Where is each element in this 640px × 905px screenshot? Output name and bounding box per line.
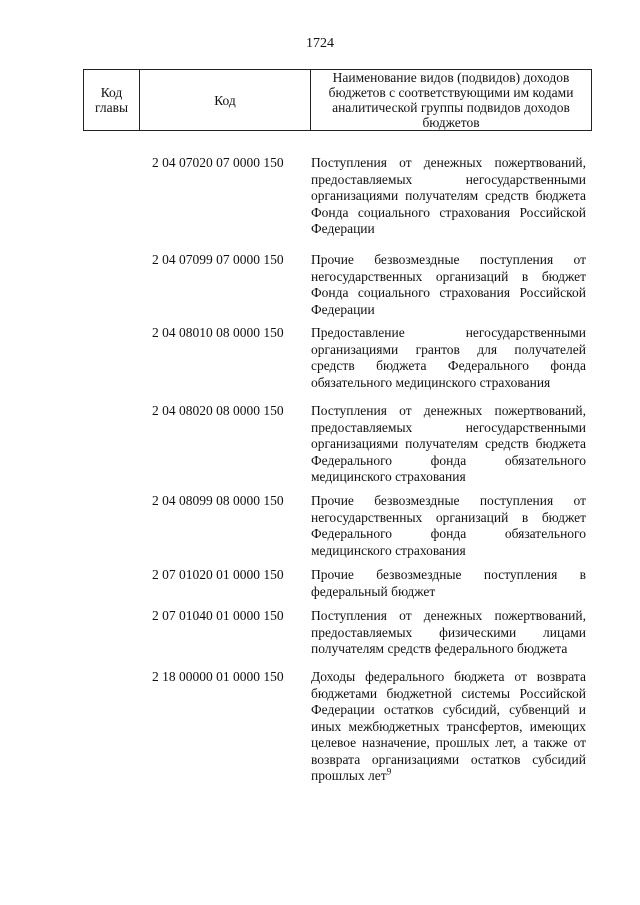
row-description: Прочие безвозмездные поступления от негосударственных организаций в бюджет Федерального фонда обязательного медицинского страхования [311,493,586,558]
row-code: 2 07 01040 01 0000 150 [152,608,284,623]
row-description-text: Доходы федерального бюджета от возврата бюджетами бюджетной системы Российской Федерации остатков субсидий, субвенций и иных межбюджетных трансфертов, имеющих целевое назначение, прошлых лет, а также от возврата организациями остатков субсидий прошлых лет [311,669,586,783]
row-code: 2 18 00000 01 0000 150 [152,669,284,684]
row-code: 2 04 08099 08 0000 150 [152,493,284,508]
row-description: Прочие безвозмездные поступления от негосударственных организаций в бюджет Фонда социального страхования Российской Федерации [311,252,586,317]
footnote-mark: 9 [386,766,392,777]
row-description [311,669,586,785]
row-description: Прочие безвозмездные поступления в федеральный бюджет [311,567,586,599]
row-code: 2 04 07020 07 0000 150 [152,155,284,170]
row-code: 2 07 01020 01 0000 150 [152,567,284,582]
row-description: Поступления от денежных пожертвований, предоставляемых негосударственными организациями получателям средств бюджета Федерального фонда обязательного медицинского страхования [311,403,586,484]
header-code: Код [140,70,311,131]
row-description: Поступления от денежных пожертвований, предоставляемых негосударственными организациями получателям средств бюджета Фонда социального страхования Российской Федерации [311,155,586,236]
row-code: 2 04 08010 08 0000 150 [152,325,284,340]
header-name: Наименование видов (подвидов) доходов бюджетов с соответствующими им кодами аналитической группы подвидов доходов бюджетов [311,70,592,131]
row-description: Предоставление негосударственными организациями грантов для получателей средств бюджета Федерального фонда обязательного медицинского страхования [311,325,586,390]
row-code: 2 04 08020 08 0000 150 [152,403,284,418]
page-number: 1724 [306,36,334,51]
table-header [83,69,592,131]
header-chapter-code: Код главы [84,70,140,131]
row-code: 2 04 07099 07 0000 150 [152,252,284,267]
row-description: Поступления от денежных пожертвований, предоставляемых физическими лицами получателям средств федерального бюджета [311,608,586,656]
